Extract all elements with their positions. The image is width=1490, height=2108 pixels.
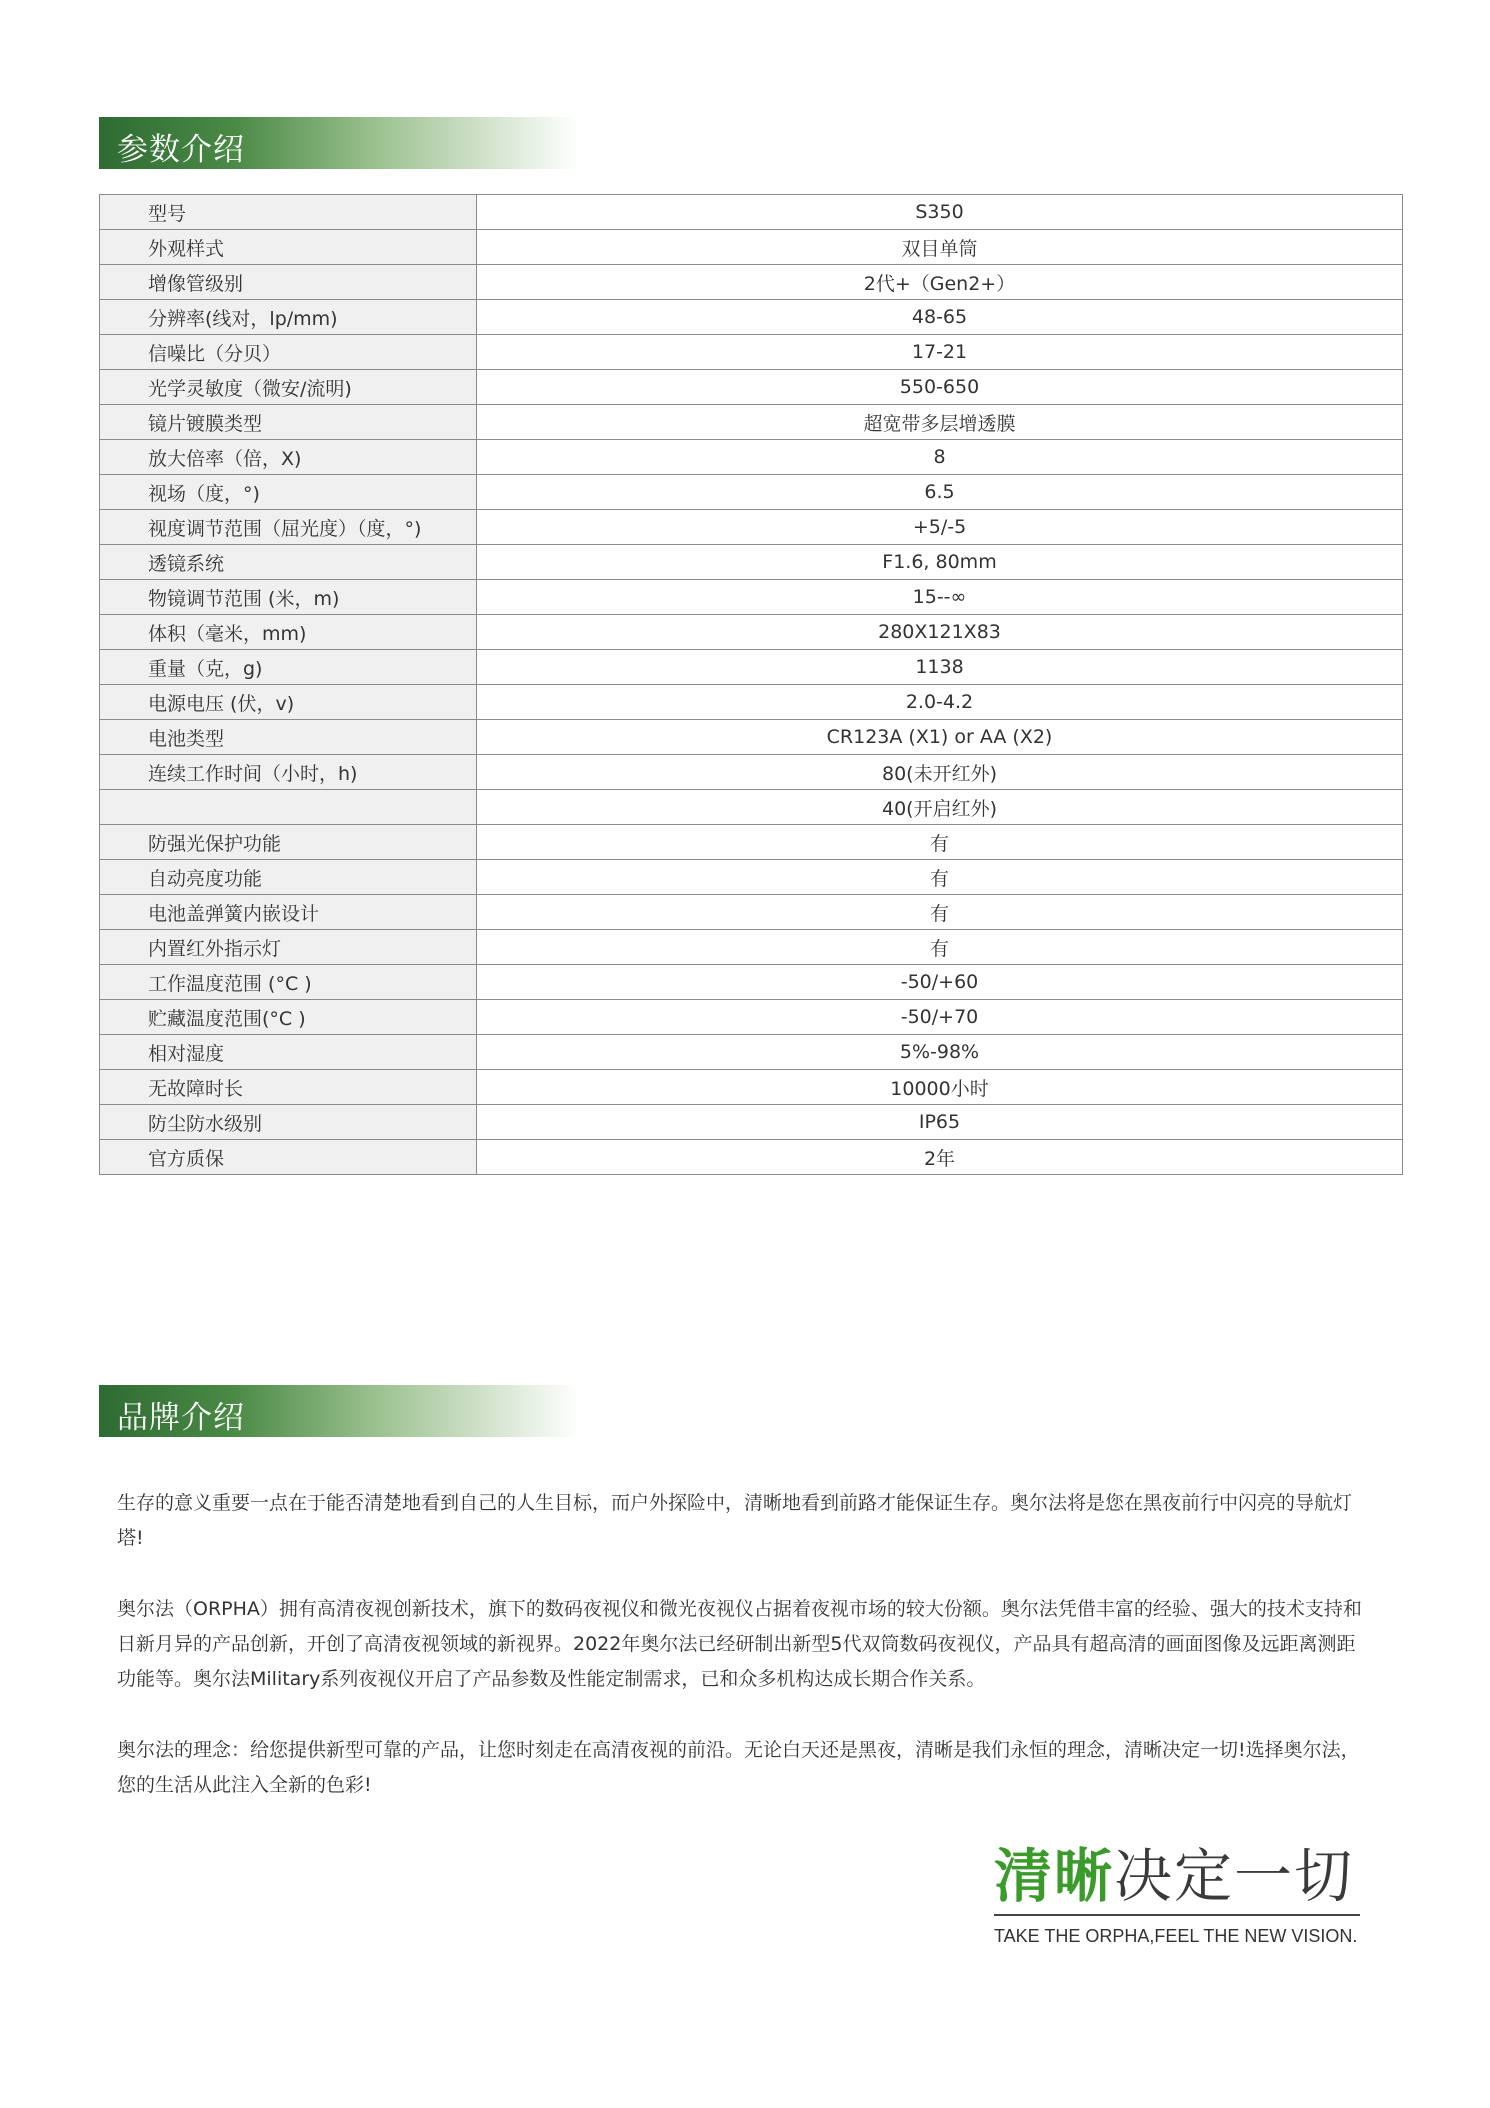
spec-row (100, 545, 1403, 580)
spec-value: -50/+70 (477, 1000, 1403, 1035)
spec-value: +5/-5 (477, 510, 1403, 545)
spec-label: 无故障时长 (100, 1070, 477, 1105)
spec-label: 电源电压 (伏，v) (100, 685, 477, 720)
spec-label: 物镜调节范围 (米，m) (100, 580, 477, 615)
spec-row (100, 930, 1403, 965)
spec-label: 官方质保 (100, 1140, 477, 1175)
spec-value: 6.5 (477, 475, 1403, 510)
spec-value: IP65 (477, 1105, 1403, 1140)
spec-value: 有 (477, 895, 1403, 930)
slogan-dark-text: 决定一切 (1114, 1842, 1355, 1910)
spec-row (100, 615, 1403, 650)
spec-label: 重量（克，g) (100, 650, 477, 685)
spec-label: 内置红外指示灯 (100, 930, 477, 965)
spec-value: 40(开启红外) (477, 790, 1403, 825)
spec-row (100, 1105, 1403, 1140)
spec-row (100, 510, 1403, 545)
spec-label: 自动亮度功能 (100, 860, 477, 895)
spec-row (100, 300, 1403, 335)
spec-value: 2代+（Gen2+） (477, 265, 1403, 300)
spec-label: 贮藏温度范围(°C ) (100, 1000, 477, 1035)
spec-value: 有 (477, 930, 1403, 965)
spec-label: 相对湿度 (100, 1035, 477, 1070)
spec-value: 17-21 (477, 335, 1403, 370)
spec-label: 外观样式 (100, 230, 477, 265)
spec-label: 体积（毫米，mm) (100, 615, 477, 650)
spec-label: 增像管级别 (100, 265, 477, 300)
spec-row (100, 440, 1403, 475)
spec-row (100, 685, 1403, 720)
spec-row (100, 335, 1403, 370)
spec-value: 280X121X83 (477, 615, 1403, 650)
spec-value: 48-65 (477, 300, 1403, 335)
spec-value: CR123A (X1) or AA (X2) (477, 720, 1403, 755)
params-section-header (99, 117, 579, 169)
brand-paragraph-2: 奥尔法（ORPHA）拥有高清夜视创新技术，旗下的数码夜视仪和微光夜视仪占据着夜视市场的较大份额。奥尔法凭借丰富的经验、强大的技术支持和日新月异的产品创新，开创了高清夜视领域的新视界。2022年奥尔法已经研制出新型5代双筒数码夜视仪，产品具有超高清的画面图像及远距离测距功能等。奥尔法Military系列夜视仪开启了产品参数及性能定制需求，已和众多机构达成长期合作关系。 (117, 1598, 1362, 1690)
spec-value: 15--∞ (477, 580, 1403, 615)
spec-value: 有 (477, 825, 1403, 860)
spec-label: 分辨率(线对，lp/mm) (100, 300, 477, 335)
spec-value: 80(未开红外) (477, 755, 1403, 790)
spec-label: 信噪比（分贝） (100, 335, 477, 370)
spec-label: 电池盖弹簧内嵌设计 (100, 895, 477, 930)
spec-row (100, 860, 1403, 895)
slogan-block (994, 1840, 1364, 1947)
spec-value: 1138 (477, 650, 1403, 685)
spec-value: 8 (477, 440, 1403, 475)
slogan-underline (994, 1914, 1360, 1916)
spec-label: 透镜系统 (100, 545, 477, 580)
spec-row (100, 1000, 1403, 1035)
spec-value: F1.6, 80mm (477, 545, 1403, 580)
spec-row (100, 475, 1403, 510)
spec-row (100, 755, 1403, 790)
spec-value: 550-650 (477, 370, 1403, 405)
spec-row (100, 1035, 1403, 1070)
spec-row (100, 825, 1403, 860)
spec-label: 型号 (100, 195, 477, 230)
spec-label: 防强光保护功能 (100, 825, 477, 860)
spec-label: 放大倍率（倍，X) (100, 440, 477, 475)
spec-row (100, 650, 1403, 685)
spec-label: 光学灵敏度（微安/流明) (100, 370, 477, 405)
spec-value: 5%-98% (477, 1035, 1403, 1070)
spec-value: 有 (477, 860, 1403, 895)
slogan-english: TAKE THE ORPHA,FEEL THE NEW VISION. (994, 1926, 1358, 1946)
spec-value: 超宽带多层增透膜 (477, 405, 1403, 440)
spec-value: 双目单筒 (477, 230, 1403, 265)
spec-row (100, 895, 1403, 930)
spec-label: 视度调节范围（屈光度）（度，°) (100, 510, 477, 545)
slogan-headline (994, 1840, 1364, 1912)
spec-label: 工作温度范围 (°C ) (100, 965, 477, 1000)
spec-row (100, 965, 1403, 1000)
spec-row (100, 790, 1403, 825)
brand-section-title: 品牌介绍 (117, 1400, 245, 1436)
slogan-green-text: 清晰 (994, 1842, 1115, 1910)
params-section-title: 参数介绍 (117, 132, 245, 168)
spec-table (99, 194, 1403, 1175)
spec-row (100, 720, 1403, 755)
spec-value: -50/+60 (477, 965, 1403, 1000)
spec-row (100, 1070, 1403, 1105)
spec-value: 2.0-4.2 (477, 685, 1403, 720)
spec-row (100, 370, 1403, 405)
spec-value: 10000小时 (477, 1070, 1403, 1105)
brand-section-header (99, 1385, 579, 1437)
spec-row (100, 265, 1403, 300)
spec-label (100, 790, 477, 825)
brand-paragraph-3: 奥尔法的理念：给您提供新型可靠的产品，让您时刻走在高清夜视的前沿。无论白天还是黑夜，清晰是我们永恒的理念，清晰决定一切!选择奥尔法，您的生活从此注入全新的色彩! (117, 1739, 1360, 1796)
spec-row (100, 195, 1403, 230)
spec-table-body (100, 195, 1403, 1175)
spec-row (100, 405, 1403, 440)
spec-value: 2年 (477, 1140, 1403, 1175)
spec-row (100, 230, 1403, 265)
spec-row (100, 1140, 1403, 1175)
spec-label: 视场（度，°) (100, 475, 477, 510)
spec-label: 连续工作时间（小时，h) (100, 755, 477, 790)
spec-label: 镜片镀膜类型 (100, 405, 477, 440)
spec-label: 防尘防水级别 (100, 1105, 477, 1140)
brand-paragraph-1: 生存的意义重要一点在于能否清楚地看到自己的人生目标，而户外探险中，清晰地看到前路才能保证生存。奥尔法将是您在黑夜前行中闪亮的导航灯塔! (117, 1492, 1353, 1549)
spec-value: S350 (477, 195, 1403, 230)
spec-row (100, 580, 1403, 615)
spec-label: 电池类型 (100, 720, 477, 755)
